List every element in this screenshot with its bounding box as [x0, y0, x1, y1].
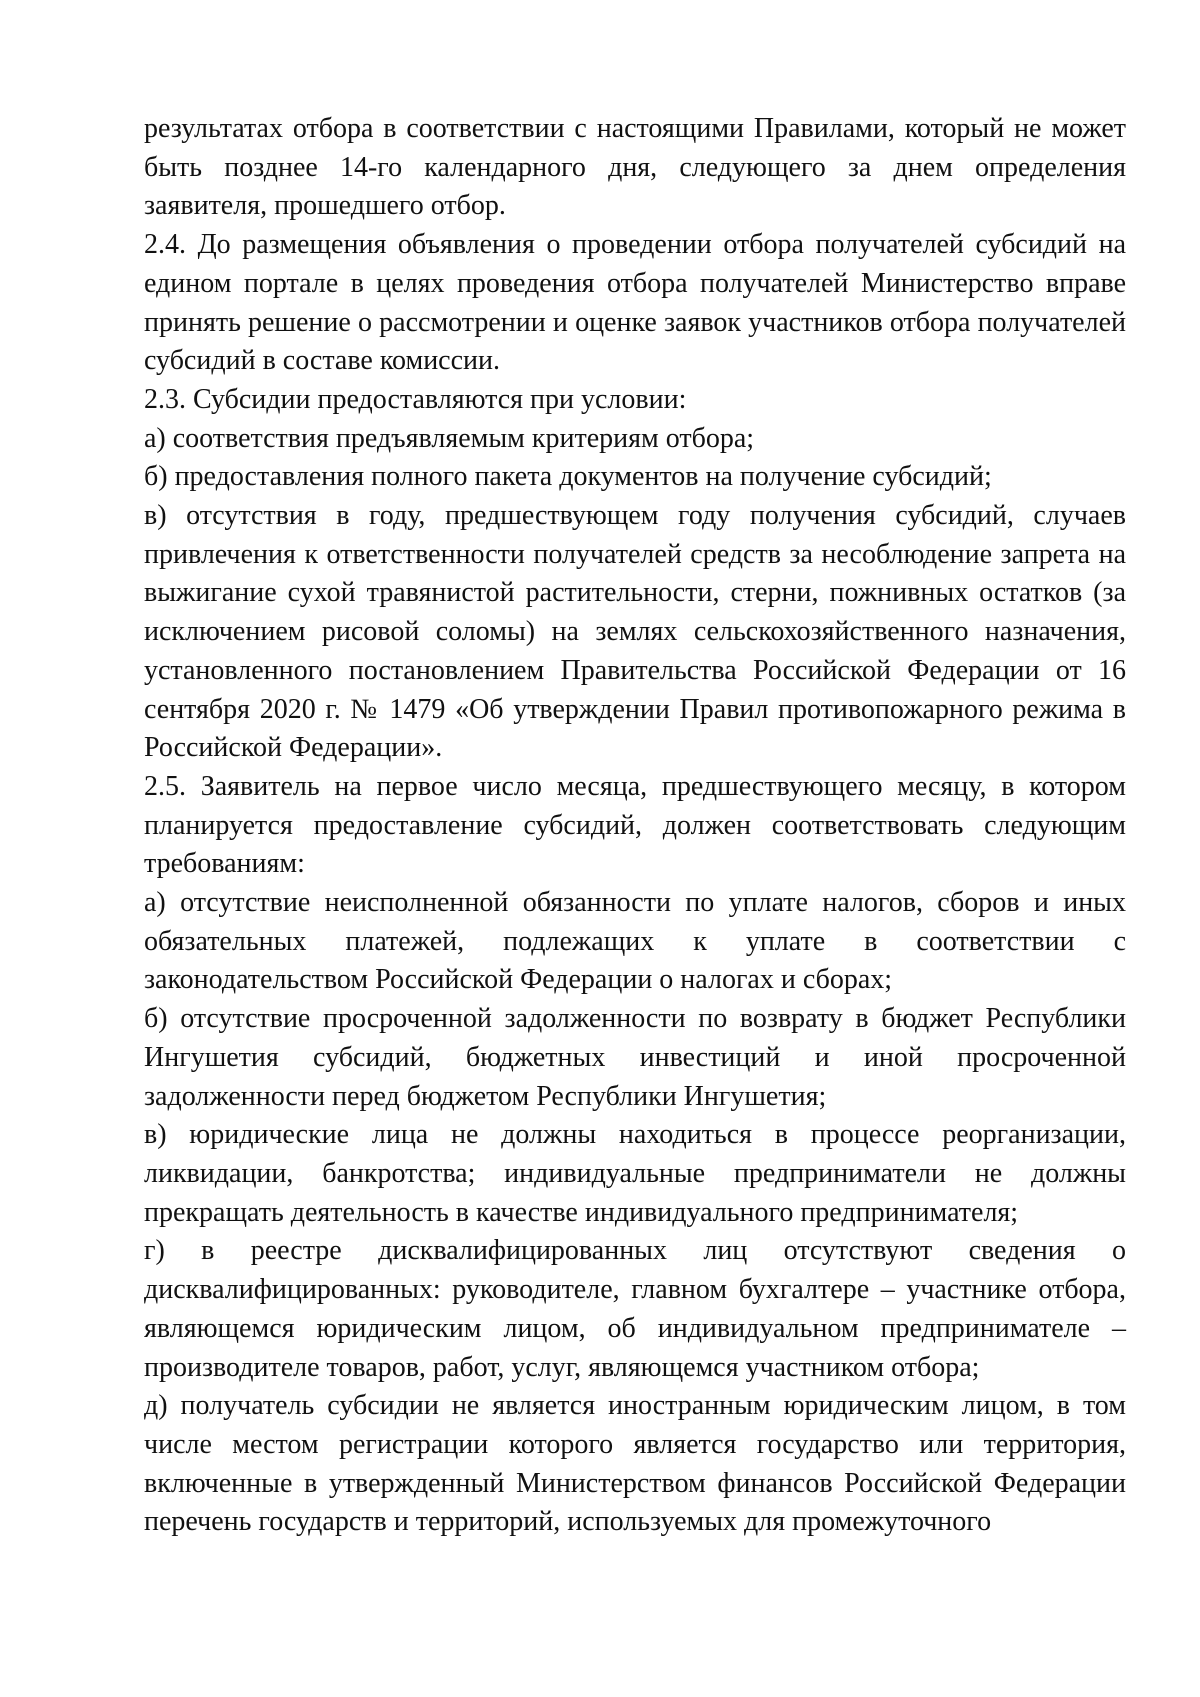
paragraph-2-5-d: д) получатель субсидии не является иностранным юридическим лицом, в том числе местом регистрации которого является государство или территория, включенные в утвержденный Министерством финансов Российской Федерации перечень государств и территорий, используемых для промежуточного — [144, 1390, 1126, 1538]
paragraph-2-5-a: а) отсутствие неисполненной обязанности по уплате налогов, сборов и иных обязательных платежей, подлежащих к уплате в соответствии с законодательством Российской Федерации о налогах и сборах; — [144, 887, 1126, 996]
paragraph-2-3-v: в) отсутствия в году, предшествующем году получения субсидий, случаев привлечения к ответственности получателей средств за несоблюдение запрета на выжигание сухой травянистой растительности, стерни, пожнивных остатков (за исключением рисовой соломы) на землях сельскохозяйственного назначения, установленного постановлением Правительства Российской Федерации от 16 сентября 2020 г. № 1479 «Об утверждении Правил противопожарного режима в Российской Федерации». — [144, 500, 1126, 764]
paragraph-2-3: 2.3. Субсидии предоставляются при условии: — [144, 383, 687, 415]
paragraph-2-5-g: г) в реестре дисквалифицированных лиц отсутствуют сведения о дисквалифицированных: руководителе, главном бухгалтере – участнике отбора, являющемся юридическим лицом, об индивидуальном предпринимателе – производителе товаров, работ, услуг, являющемся участником отбора; — [144, 1235, 1126, 1383]
paragraph-results-deadline: результатах отбора в соответствии с настоящими Правилами, который не может быть позднее 14-го календарного дня, следующего за днем определения заявителя, прошедшего отбор. — [144, 113, 1126, 222]
paragraph-2-5-v: в) юридические лица не должны находиться в процессе реорганизации, ликвидации, банкротства; индивидуальные предприниматели не должны прекращать деятельность в качестве индивидуального предпринимателя; — [144, 1119, 1126, 1228]
paragraph-2-3-b: б) предоставления полного пакета документов на получение субсидий; — [144, 461, 992, 493]
paragraph-2-4: 2.4. До размещения объявления о проведении отбора получателей субсидий на едином портале в целях проведения отбора получателей Министерство вправе принять решение о рассмотрении и оценке заявок участников отбора получателей субсидий в составе комиссии. — [144, 229, 1126, 377]
document-page — [144, 110, 1126, 1542]
paragraph-2-5: 2.5. Заявитель на первое число месяца, предшествующего месяцу, в котором планируется предоставление субсидий, должен соответствовать следующим требованиям: — [144, 770, 1126, 880]
paragraph-2-5-b: б) отсутствие просроченной задолженности по возврату в бюджет Республики Ингушетия субсидий, бюджетных инвестиций и иной просроченной задолженности перед бюджетом Республики Ингушетия; — [144, 1003, 1126, 1112]
paragraph-2-3-a: а) соответствия предъявляемым критериям отбора; — [144, 422, 755, 454]
